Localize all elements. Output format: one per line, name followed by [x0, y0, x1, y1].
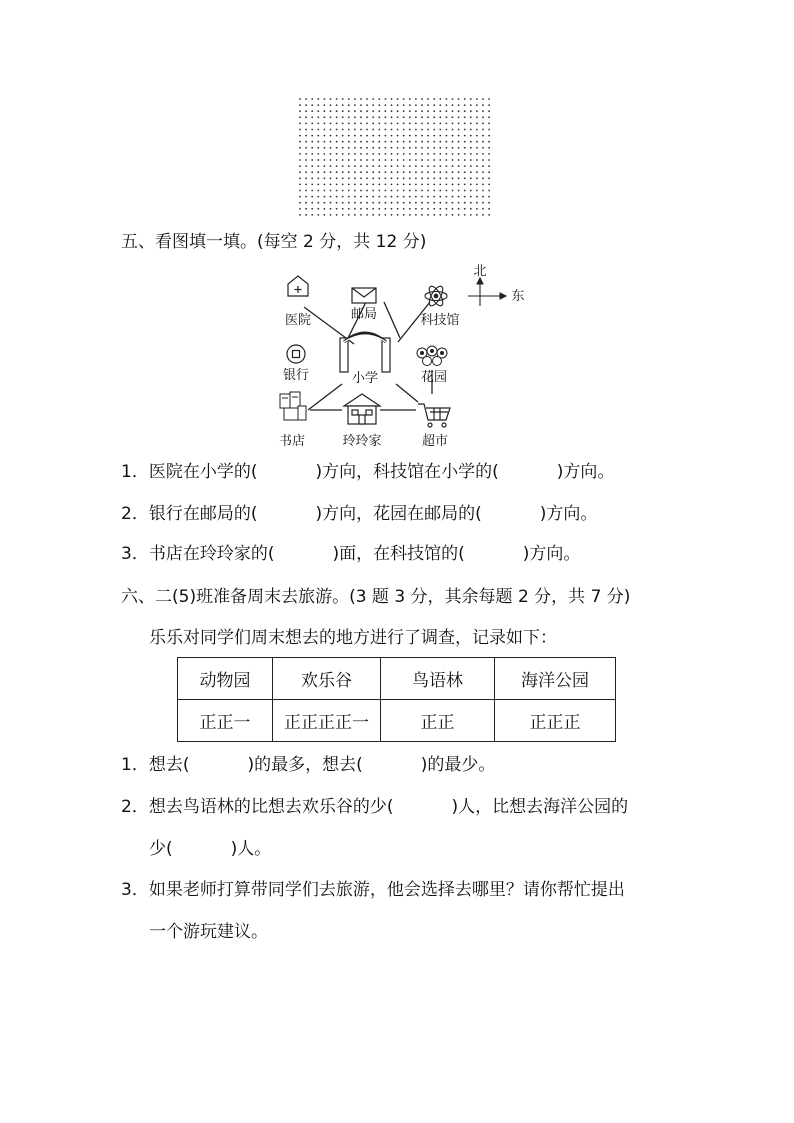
- house-icon: [344, 394, 380, 424]
- tally-cell: 正正正正一: [273, 700, 381, 742]
- section6-question-3: 3．如果老师打算带同学们去旅游，他会选择去哪里？请你帮忙提出: [121, 880, 625, 900]
- section6-question-2-cont: 少( )人。: [149, 839, 272, 859]
- school-icon: [340, 333, 390, 372]
- table-row: [178, 700, 616, 742]
- compass-icon: [468, 278, 506, 306]
- garden-label: 花园: [420, 370, 448, 385]
- section5-heading: 五、看图填一填。(每空 2 分，共 12 分): [121, 232, 427, 252]
- bank-label: 银行: [282, 368, 310, 383]
- section5-question-3: 3．书店在玲玲家的( )面，在科技馆的( )方向。: [121, 544, 581, 564]
- dot-grid: [298, 97, 494, 217]
- table-header-cell: 动物园: [178, 658, 273, 700]
- section5-question-1: 1．医院在小学的( )方向，科技馆在小学的( )方向。: [121, 462, 615, 482]
- survey-table: [177, 657, 616, 742]
- hospital-icon: [288, 276, 308, 296]
- compass-east-label: 东: [511, 289, 525, 304]
- table-header-cell: 欢乐谷: [273, 658, 381, 700]
- table-header-row: [178, 658, 616, 700]
- hospital-label: 医院: [284, 313, 312, 328]
- envelope-icon: [352, 288, 376, 303]
- section6-intro: 乐乐对同学们周末想去的地方进行了调查，记录如下：: [149, 628, 557, 648]
- bookstore-label: 书店: [278, 434, 306, 449]
- supermarket-label: 超市: [421, 434, 449, 449]
- table-header-cell: 鸟语林: [381, 658, 495, 700]
- home-label: 玲玲家: [342, 434, 382, 449]
- post-office-label: 邮局: [350, 307, 378, 322]
- shopping-cart-icon: [418, 404, 450, 427]
- section6-question-1: 1．想去( )的最多，想去( )的最少。: [121, 755, 496, 775]
- section5-question-2: 2．银行在邮局的( )方向，花园在邮局的( )方向。: [121, 504, 598, 524]
- science-museum-label: 科技馆: [420, 313, 460, 328]
- tally-cell: 正正一: [178, 700, 273, 742]
- direction-map: [270, 262, 530, 452]
- flowers-icon: [417, 346, 447, 366]
- compass-north-label: 北: [473, 264, 487, 279]
- books-icon: [280, 392, 306, 420]
- school-label: 小学: [351, 371, 379, 386]
- coin-icon: [287, 345, 305, 363]
- tally-cell: 正正正: [495, 700, 616, 742]
- section6-question-2: 2．想去鸟语林的比想去欢乐谷的少( )人，比想去海洋公园的: [121, 797, 629, 817]
- table-header-cell: 海洋公园: [495, 658, 616, 700]
- section6-heading: 六、二(5)班准备周末去旅游。(3 题 3 分，其余每题 2 分，共 7 分): [121, 587, 631, 607]
- section6-question-3-cont: 一个游玩建议。: [149, 922, 268, 942]
- tally-cell: 正正: [381, 700, 495, 742]
